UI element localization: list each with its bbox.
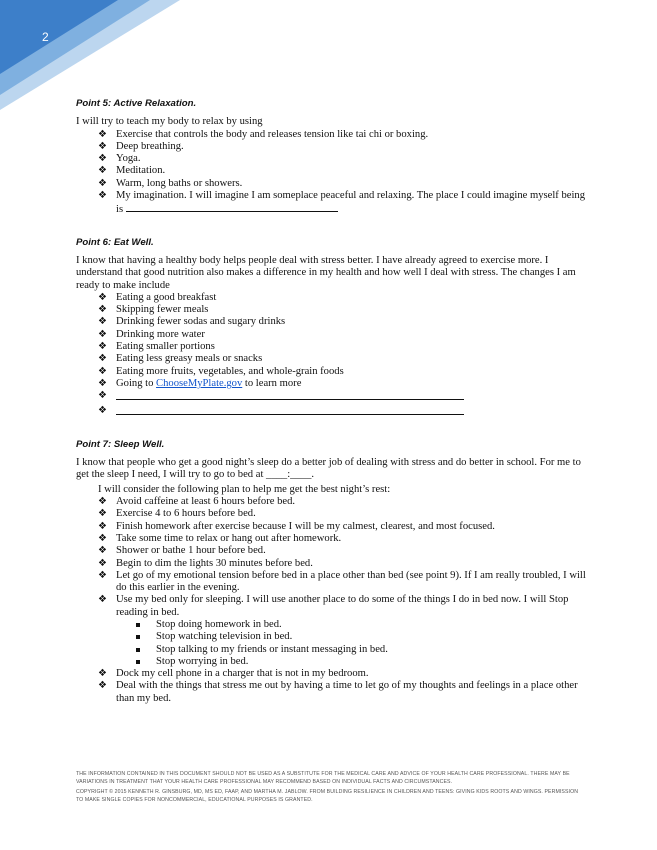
sub-list-item: Stop talking to my friends or instant messaging in bed. <box>136 644 586 656</box>
relaxation-list <box>76 129 586 217</box>
footer-copyright: COPYRIGHT © 2015 KENNETH R. GINSBURG, MD, MS ED, FAAP, AND MARTHA M. JABLOW. FROM BUILDING RESILIENCE IN CHILDREN AND TEENS: GIVING KIDS ROOTS AND WINGS. PERMISSION TO MAKE SINGLE COPIES FOR NONCOMMERCIAL, EDUCATIONAL PURPOSES IS GRANTED. <box>76 789 579 803</box>
list-item: ❖ Begin to dim the lights 30 minutes before bed. <box>98 557 313 569</box>
diamond-bullet-icon: ❖ <box>98 496 107 508</box>
sleep-list <box>76 496 586 705</box>
footer-disclaimer: THE INFORMATION CONTAINED IN THIS DOCUMENT SHOULD NOT BE USED AS A SUBSTITUTE FOR THE MEDICAL CARE AND ADVICE OF YOUR HEALTH CARE PROFESSIONAL. THERE MAY BE VARIATIONS IN TREATMENT THAT YOUR HEALTH CARE PROFESSIONAL MAY RECOMMEND BASED ON INDIVIDUAL FACTS AND CIRCUMSTANCES. <box>76 771 570 785</box>
sub-list-item: Stop watching television in bed. <box>136 631 586 643</box>
diamond-bullet-icon: ❖ <box>98 594 107 606</box>
diamond-bullet-icon: ❖ <box>98 153 107 165</box>
diamond-bullet-icon: ❖ <box>98 532 107 544</box>
list-item: ❖ Finish homework after exercise because I will be my calmest, clearest, and most focused. <box>98 520 495 532</box>
list-item-blank <box>98 390 586 404</box>
section-intro: I will try to teach my body to relax by using <box>76 116 263 128</box>
list-item: ❖ Eating more fruits, vegetables, and whole-grain foods <box>98 365 344 377</box>
section-heading: Point 7: Sleep Well. <box>76 438 165 450</box>
diamond-bullet-icon: ❖ <box>98 304 107 316</box>
list-item: ❖ Exercise 4 to 6 hours before bed. <box>98 508 256 520</box>
list-item: ❖ Drinking fewer sodas and sugary drinks <box>98 316 286 328</box>
diamond-bullet-icon: ❖ <box>98 316 107 328</box>
list-item: ❖ Use my bed only for sleeping. I will use another place to do some of the things I do in bed now. I will Stop reading in bed. Stop doing homework in bed. Stop watching television in bed. Stop talking to my friends or instant messaging in bed. Stop worrying in bed. <box>98 594 586 668</box>
diamond-bullet-icon: ❖ <box>98 291 107 303</box>
sub-list-item: Stop worrying in bed. <box>136 656 586 668</box>
square-bullet-icon <box>136 635 140 639</box>
fill-in-blank[interactable] <box>126 202 338 212</box>
choosemyplate-link[interactable]: ChooseMyPlate.gov <box>156 377 243 389</box>
diamond-bullet-icon: ❖ <box>98 545 107 557</box>
fill-in-blank[interactable] <box>116 405 464 415</box>
eat-well-list <box>76 292 586 419</box>
page-footer <box>76 770 582 804</box>
corner-decoration <box>0 0 180 110</box>
diamond-bullet-icon: ❖ <box>98 328 107 340</box>
list-item: ❖ Skipping fewer meals <box>98 304 209 316</box>
sleep-plan-intro: I will consider the following plan to help me get the best night’s rest: <box>98 483 391 495</box>
diamond-bullet-icon: ❖ <box>98 377 107 389</box>
section-heading: Point 6: Eat Well. <box>76 236 154 248</box>
diamond-bullet-icon: ❖ <box>98 569 107 581</box>
diamond-bullet-icon: ❖ <box>98 128 107 140</box>
section-intro: I know that people who get a good night’s sleep do a better job of dealing with stress and do better in school. For me to get the sleep I need, I will try to go to bed at ____:____. <box>76 457 581 481</box>
section-sleep-well <box>76 439 586 705</box>
list-item: ❖ Drinking more water <box>98 328 205 340</box>
diamond-bullet-icon: ❖ <box>98 390 107 402</box>
list-item: ❖ Dock my cell phone in a charger that is not in my bedroom. <box>98 668 369 680</box>
page-number: 2 <box>42 30 49 44</box>
list-item: ❖ Shower or bathe 1 hour before bed. <box>98 545 266 557</box>
list-item: ❖ My imagination. I will imagine I am someplace peaceful and relaxing. The place I could imagine myself being is <box>98 190 586 216</box>
section-heading: Point 5: Active Relaxation. <box>76 98 197 109</box>
list-item: ❖ Avoid caffeine at least 6 hours before bed. <box>98 496 296 508</box>
diamond-bullet-icon: ❖ <box>98 177 107 189</box>
square-bullet-icon <box>136 623 140 627</box>
diamond-bullet-icon: ❖ <box>98 341 107 353</box>
diamond-bullet-icon: ❖ <box>98 190 107 202</box>
diamond-bullet-icon: ❖ <box>98 404 107 416</box>
list-item: ❖ Deep breathing. <box>98 140 184 152</box>
square-bullet-icon <box>136 660 140 664</box>
diamond-bullet-icon: ❖ <box>98 140 107 152</box>
list-item: ❖ Let go of my emotional tension before bed in a place other than bed (see point 9). If I am really troubled, I will do this earlier in the evening. <box>98 569 586 594</box>
sleep-sublist <box>116 619 586 668</box>
square-bullet-icon <box>136 648 140 652</box>
document-body <box>76 98 586 725</box>
list-item: ❖ Eating a good breakfast <box>98 291 217 303</box>
diamond-bullet-icon: ❖ <box>98 668 107 680</box>
section-relaxation <box>76 98 586 217</box>
diamond-bullet-icon: ❖ <box>98 520 107 532</box>
section-eat-well <box>76 237 586 419</box>
diamond-bullet-icon: ❖ <box>98 365 107 377</box>
list-item: ❖ Warm, long baths or showers. <box>98 177 243 189</box>
list-item: ❖ Take some time to relax or hang out after homework. <box>98 532 342 544</box>
list-item: ❖ Eating smaller portions <box>98 341 215 353</box>
diamond-bullet-icon: ❖ <box>98 680 107 692</box>
list-item: ❖ Yoga. <box>98 153 141 165</box>
diamond-bullet-icon: ❖ <box>98 165 107 177</box>
list-item: ❖ Deal with the things that stress me out by having a time to let go of my thoughts and feelings in a place other than my bed. <box>98 680 578 704</box>
list-item-blank <box>98 405 586 419</box>
diamond-bullet-icon: ❖ <box>98 353 107 365</box>
diamond-bullet-icon: ❖ <box>98 557 107 569</box>
list-item: ❖ Exercise that controls the body and releases tension like tai chi or boxing. <box>98 128 429 140</box>
fill-in-blank[interactable] <box>116 390 464 400</box>
list-item: ❖ Going to ChooseMyPlate.gov to learn more <box>98 377 302 389</box>
diamond-bullet-icon: ❖ <box>98 508 107 520</box>
section-intro: I know that having a healthy body helps people deal with stress better. I have already agreed to exercise more. I understand that good nutrition also makes a difference in my health and how well I deal with stress. The changes I am ready to make include <box>76 254 576 291</box>
sub-list-item: Stop doing homework in bed. <box>136 619 586 631</box>
list-item: ❖ Eating less greasy meals or snacks <box>98 353 263 365</box>
list-item: ❖ Meditation. <box>98 165 166 177</box>
